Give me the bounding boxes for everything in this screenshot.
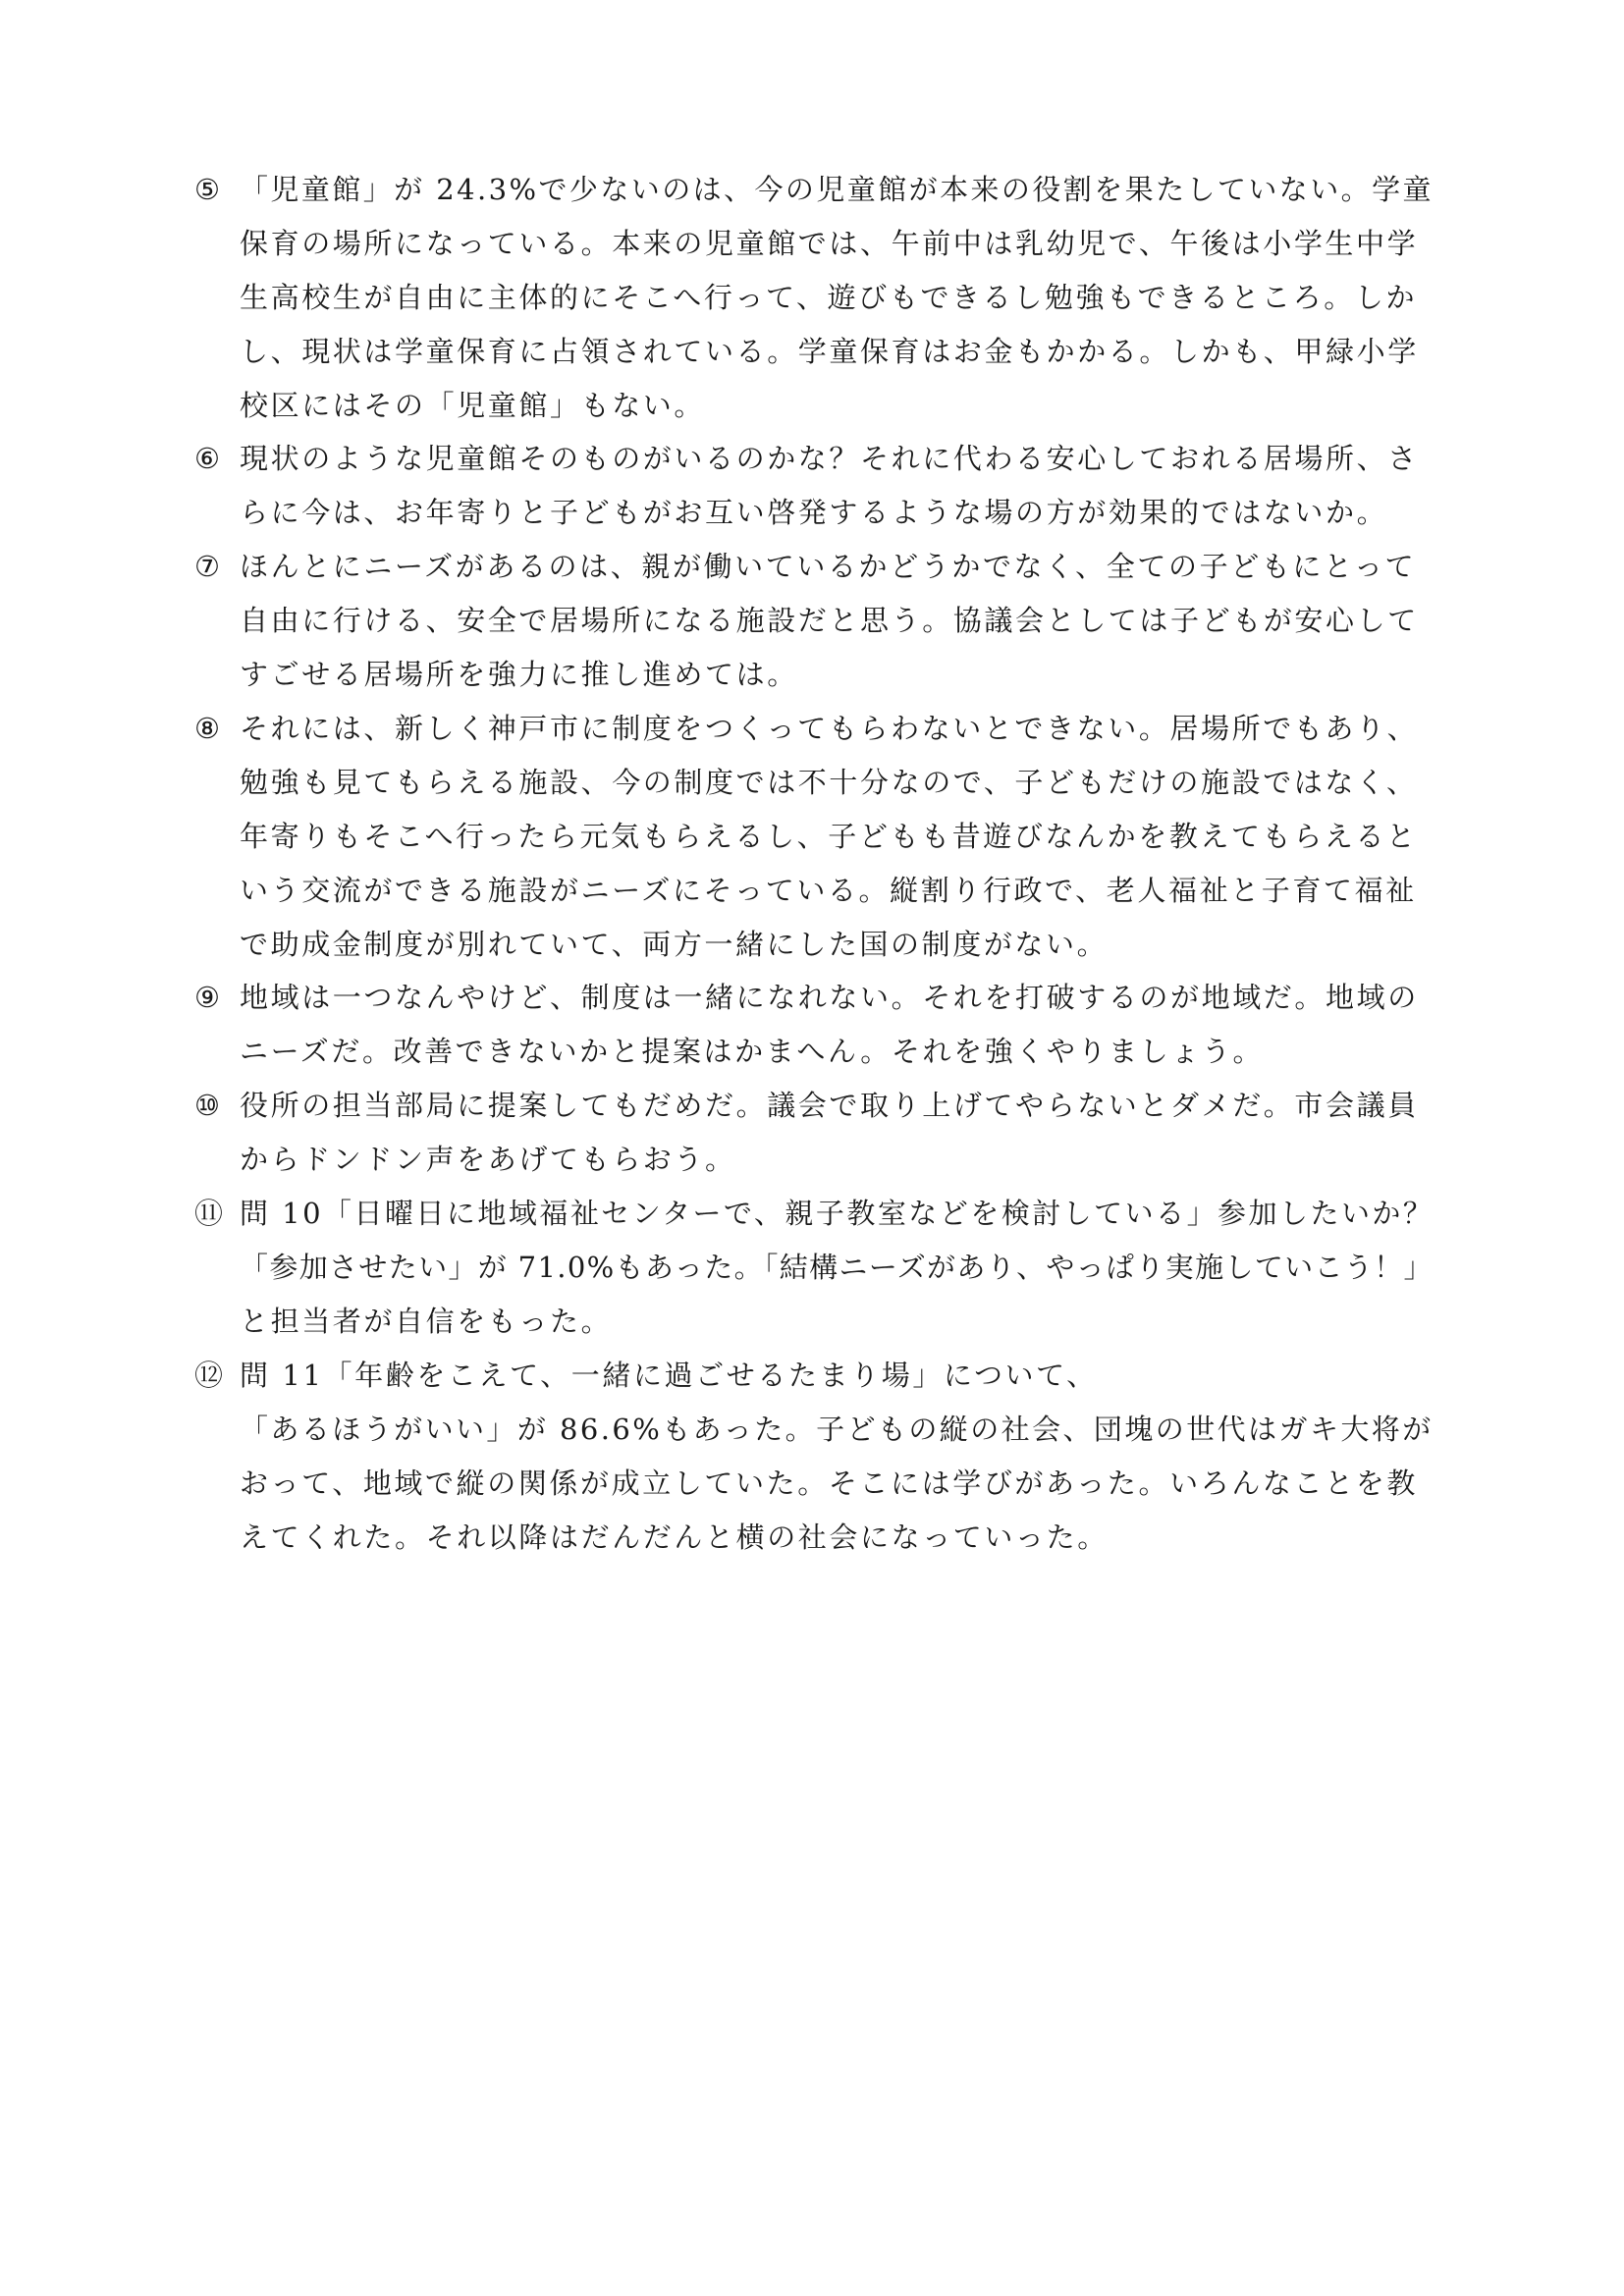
item-line: それには、新しく神戸市に制度をつくってもらわないとできない。居場所でもあり、 — [240, 712, 1419, 745]
item-number: ⑩ — [194, 1089, 220, 1122]
item-line: 勉強も見てもらえる施設、今の制度では不十分なので、子どもだけの施設ではなく、 — [240, 766, 1418, 799]
item-line: 地域は一つなんやけど、制度は一緒になれない。それを打破するのが地域だ。地域の — [240, 981, 1419, 1014]
item-line: おって、地域で縦の関係が成立していた。そこには学びがあった。いろんなことを教 — [240, 1467, 1418, 1500]
item-number: ⑤ — [194, 173, 220, 206]
item-line: 現状のような児童館そのものがいるのかな？それに代わる安心しておれる居場所、さ — [240, 442, 1419, 475]
item-line: で助成金制度が別れていて、両方一緒にした国の制度がない。 — [240, 928, 1109, 961]
item-line: 保育の場所になっている。本来の児童館では、午前中は乳幼児で、午後は小学生中学 — [240, 227, 1419, 260]
item-line: ニーズだ。改善できないかと提案はかまへん。それを強くやりましょう。 — [240, 1035, 1265, 1068]
item-number: ⑦ — [194, 550, 220, 583]
item-number: ⑪ — [194, 1197, 224, 1230]
item-number: ⑫ — [194, 1359, 224, 1392]
item-line: 問 10「日曜日に地域福祉センターで、親子教室などを検討している」参加したいか？ — [240, 1197, 1435, 1230]
item-line: ほんとにニーズがあるのは、親が働いているかどうかでなく、全ての子どもにとって — [240, 550, 1417, 583]
item-line: からドンドン声をあげてもらおう。 — [240, 1143, 736, 1176]
item-line: すごせる居場所を強力に推し進めては。 — [240, 658, 798, 691]
item-line: えてくれた。それ以降はだんだんと横の社会になっていった。 — [240, 1521, 1109, 1554]
item-line: 「児童館」が 24.3%で少ないのは、今の児童館が本来の役割を果たしていない。学童 — [240, 173, 1434, 206]
item-line: 校区にはその「児童館」もない。 — [240, 389, 706, 422]
item-line: 「参加させたい」が 71.0%もあった。「結構ニーズがあり、やっぱり実施していこう！」 — [240, 1251, 1434, 1284]
item-line: 役所の担当部局に提案してもだめだ。議会で取り上げてやらないとダメだ。市会議員 — [240, 1089, 1419, 1122]
item-line: 問 11「年齢をこえて、一緒に過ごせるたまり場」について、 — [240, 1359, 1098, 1392]
item-line: と担当者が自信をもった。 — [240, 1305, 613, 1338]
item-line: らに今は、お年寄りと子どもがお互い啓発するような場の方が効果的ではないか。 — [240, 496, 1388, 529]
item-number: ⑨ — [194, 981, 220, 1014]
item-number: ⑧ — [194, 712, 220, 745]
item-line: 自由に行ける、安全で居場所になる施設だと思う。協議会としては子どもが安心して — [240, 604, 1419, 637]
item-line: 「あるほうがいい」が 86.6%もあった。子どもの縦の社会、団塊の世代はガキ大将が — [240, 1413, 1434, 1446]
item-line: し、現状は学童保育に占領されている。学童保育はお金もかかる。しかも、甲緑小学 — [240, 335, 1419, 368]
item-line: いう交流ができる施設がニーズにそっている。縦割り行政で、老人福祉と子育て福祉 — [240, 874, 1417, 907]
item-line: 年寄りもそこへ行ったら元気もらえるし、子どもも昔遊びなんかを教えてもらえると — [240, 820, 1418, 853]
item-number: ⑥ — [194, 442, 220, 475]
item-line: 生高校生が自由に主体的にそこへ行って、遊びもできるし勉強もできるところ。しか — [240, 281, 1418, 314]
